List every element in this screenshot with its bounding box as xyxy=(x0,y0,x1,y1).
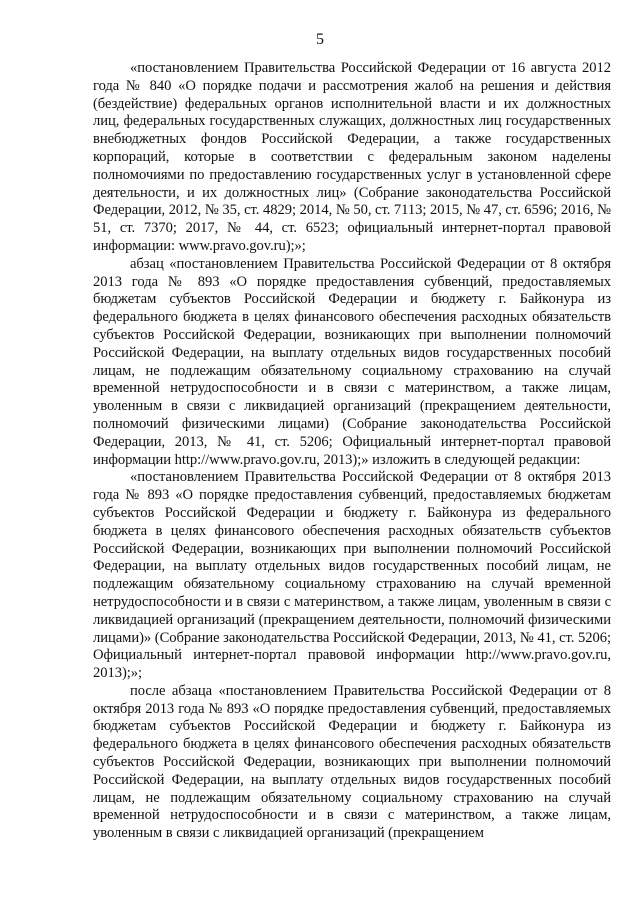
paragraph-after-abzac-893: после абзаца «постановлением Правительства Российской Федерации от 8 октября 2013 года № 893 «О порядке предоставления субвенций, предоставляемых бюджетам субъектов Российской Федерации и бюджету г. Байконура из федерального бюджета в целях финансового обеспечения расходных обязательств субъектов Российской Федерации, возникающих при выполнении полномочий Российской Федерации, на выплату отдельных видов государственных пособий лицам, не подлежащим обязательному социальному страхованию на случай временной нетрудоспособности и в связи с материнством, а также лицам, уволенным в связи с ликвидацией организаций (прекращением xyxy=(93,682,611,842)
page-number: 5 xyxy=(316,31,324,48)
paragraph-abzac-893-old: абзац «постановлением Правительства Российской Федерации от 8 октября 2013 года № 893 «О порядке предоставления субвенций, предоставляемых бюджетам субъектов Российской Федерации и бюджету г. Байконура из федерального бюджета в целях финансового обеспечения расходных обязательств субъектов Российской Федерации, возникающих при выполнении полномочий Российской Федерации, на выплату отдельных видов государственных пособий лицам, не подлежащим обязательному социальному страхованию на случай временной нетрудоспособности и в связи с материнством, а также лицам, уволенным в связи с ликвидацией организаций (прекращением деятельности, полномочий физическими лицами) (Собрание законодательства Российской Федерации, 2013, № 41, ст. 5206; Официальный интернет-портал правовой информации http://www.pravo.gov.ru, 2013);» изложить в следующей редакции: xyxy=(93,255,611,468)
paragraph-resolution-893-new: «постановлением Правительства Российской Федерации от 8 октября 2013 года № 893 «О порядке предоставления субвенций, предоставляемых бюджетам субъектов Российской Федерации и бюджету г. Байконура из федерального бюджета в целях финансового обеспечения расходных обязательств субъектов Российской Федерации, возникающих при выполнении полномочий Российской Федерации, на выплату отдельных видов государственных пособий лицам, не подлежащим обязательному социальному страхованию на случай временной нетрудоспособности и в связи с материнством, а также лицам, уволенным в связи с ликвидацией организаций (прекращением деятельности, полномочий физическими лицами)» (Собрание законодательства Российской Федерации, 2013, № 41, ст. 5206; Официальный интернет-портал правовой информации http://www.pravo.gov.ru, 2013);»; xyxy=(93,469,611,682)
paragraph-resolution-840: «постановлением Правительства Российской Федерации от 16 августа 2012 года № 840 «О порядке подачи и рассмотрения жалоб на решения и действия (бездействие) федеральных органов исполнительной власти и их должностных лиц, федеральных государственных служащих, должностных лиц государственных внебюджетных фондов Российской Федерации, а также государственных корпораций, которые в соответствии с федеральным законом наделены полномочиями по предоставлению государственных услуг в установленной сфере деятельности, и их должностных лиц» (Собрание законодательства Российской Федерации, 2012, № 35, ст. 4829; 2014, № 50, ст. 7113; 2015, № 47, ст. 6596; 2016, № 51, ст. 7370; 2017, № 44, ст. 6523; официальный интернет-портал правовой информации: www.pravo.gov.ru);»; xyxy=(93,60,611,254)
document-body xyxy=(93,60,611,843)
